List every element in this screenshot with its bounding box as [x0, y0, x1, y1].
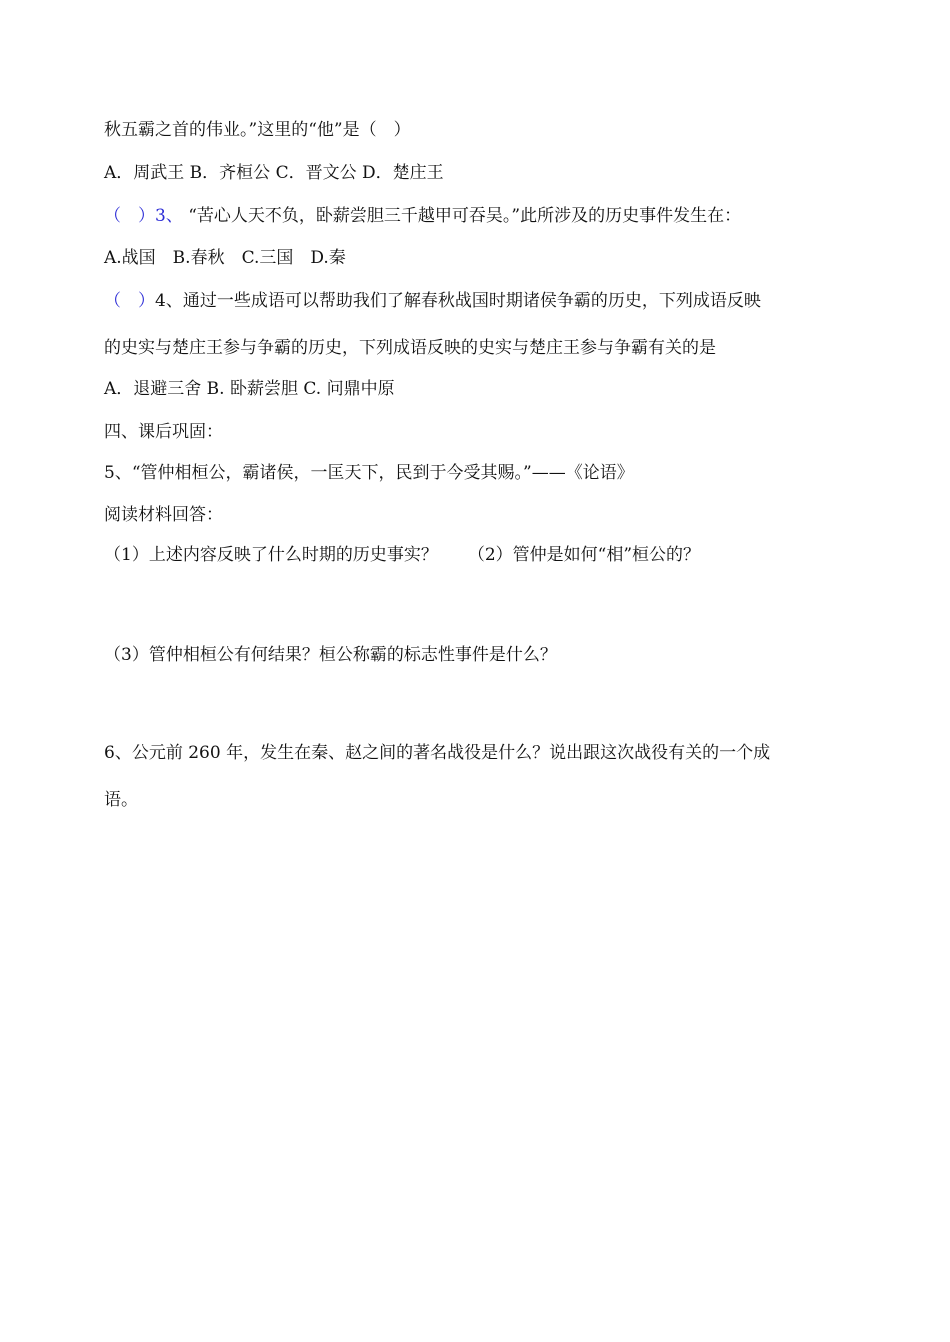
q3-line [104, 205, 741, 227]
q4-options: A．退避三舍 B. 卧薪尝胆 C. 问鼎中原 [104, 379, 395, 399]
q6-line1: 6、公元前 260 年，发生在秦、赵之间的著名战役是什么？说出跟这次战役有关的一个成 [104, 743, 771, 763]
q5-sub-questions [104, 544, 700, 566]
section-heading: 四、课后巩固： [104, 422, 223, 442]
q3-stem: “苦心人天不负，卧薪尝胆三千越甲可吞吴。”此所涉及的历史事件发生在： [182, 206, 742, 226]
q3-options: A.战国 B.春秋 C.三国 D.秦 [104, 248, 346, 268]
q2-options: A．周武王 B．齐桓公 C．晋文公 D．楚庄王 [104, 163, 444, 183]
q2-stem-tail: 秋五霸之首的伟业。”这里的“他”是（ ） [104, 120, 411, 140]
q3-answer-bracket: （ ）3、 [104, 206, 183, 226]
q6-line2: 语。 [104, 790, 138, 810]
q4-stem-line1: 4、通过一些成语可以帮助我们了解春秋战国时期诸侯争霸的历史，下列成语反映 [155, 291, 761, 311]
q5-instruction: 阅读材料回答： [104, 505, 223, 525]
q5-sub3: （3）管仲相桓公有何结果？桓公称霸的标志性事件是什么？ [104, 645, 557, 665]
q5-sub1: （1）上述内容反映了什么时期的历史事实？ [104, 545, 438, 565]
q5-sub2: （2）管仲是如何“相”桓公的？ [467, 545, 701, 565]
q4-stem-line2: 的史实与楚庄王参与争霸的历史，下列成语反映的史实与楚庄王参与争霸有关的是 [104, 338, 716, 358]
q5-quote: 5、“管仲相桓公，霸诸侯，一匡天下，民到于今受其赐。”——《论语》 [104, 463, 634, 483]
q4-line-1 [104, 290, 761, 312]
q4-answer-bracket: （ ） [104, 291, 155, 311]
